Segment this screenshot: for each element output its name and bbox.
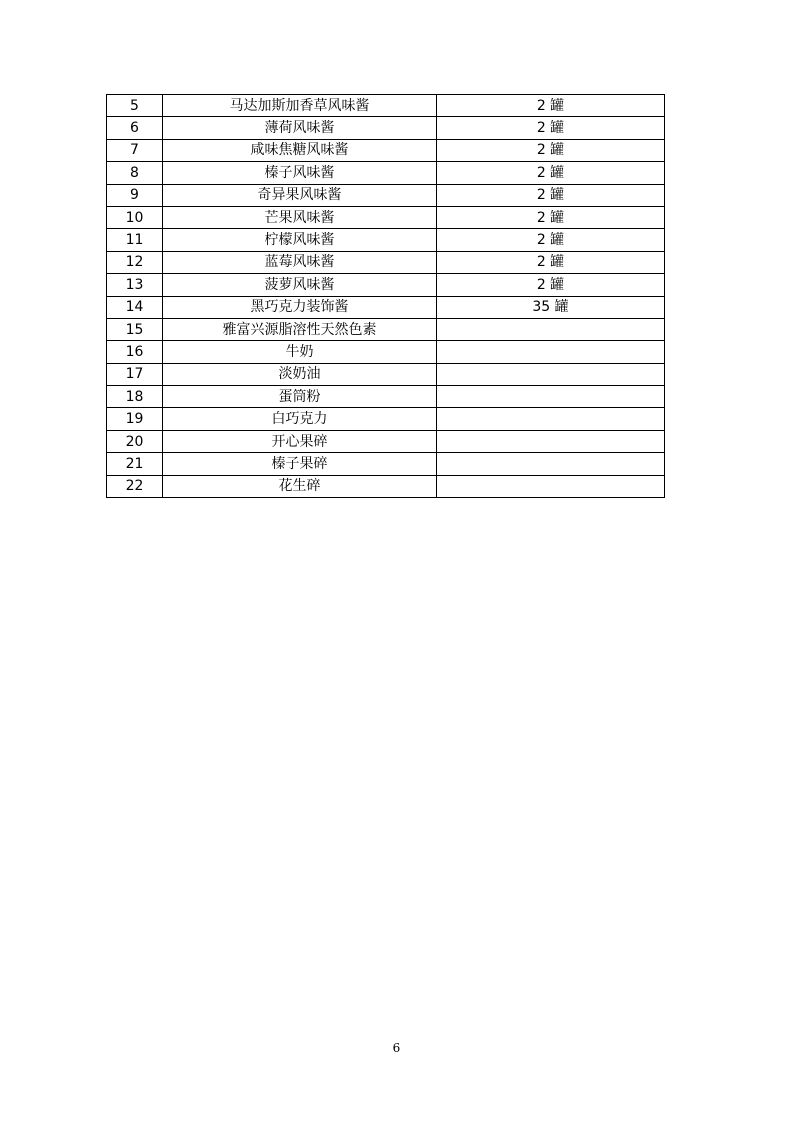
row-number-cell: 15 — [107, 318, 163, 340]
quantity-cell: 2 罐 — [437, 117, 665, 139]
quantity-cell: 2 罐 — [437, 95, 665, 117]
row-number-cell: 9 — [107, 184, 163, 206]
table-row — [107, 296, 665, 318]
item-name-cell: 柠檬风味酱 — [163, 229, 437, 251]
row-number-cell: 20 — [107, 430, 163, 452]
item-name-cell: 花生碎 — [163, 475, 437, 497]
row-number-cell: 21 — [107, 453, 163, 475]
row-number-cell: 13 — [107, 274, 163, 296]
item-name-cell: 咸味焦糖风味酱 — [163, 139, 437, 161]
row-number-cell: 12 — [107, 251, 163, 273]
table-row — [107, 229, 665, 251]
table-row — [107, 139, 665, 161]
quantity-cell — [437, 408, 665, 430]
quantity-cell — [437, 430, 665, 452]
table-row — [107, 408, 665, 430]
row-number-cell: 16 — [107, 341, 163, 363]
quantity-cell: 2 罐 — [437, 139, 665, 161]
table-row — [107, 318, 665, 340]
row-number-cell: 5 — [107, 95, 163, 117]
table-row — [107, 363, 665, 385]
page-number: 6 — [392, 1041, 401, 1055]
row-number-cell: 18 — [107, 386, 163, 408]
quantity-cell — [437, 386, 665, 408]
item-name-cell: 榛子风味酱 — [163, 162, 437, 184]
table-row — [107, 162, 665, 184]
item-name-cell: 开心果碎 — [163, 430, 437, 452]
item-name-cell: 菠萝风味酱 — [163, 274, 437, 296]
table-row — [107, 386, 665, 408]
ingredients-table — [106, 94, 665, 498]
item-name-cell: 薄荷风味酱 — [163, 117, 437, 139]
table-row — [107, 184, 665, 206]
row-number-cell: 7 — [107, 139, 163, 161]
table-row — [107, 251, 665, 273]
table-row — [107, 430, 665, 452]
item-name-cell: 白巧克力 — [163, 408, 437, 430]
item-name-cell: 榛子果碎 — [163, 453, 437, 475]
quantity-cell: 2 罐 — [437, 206, 665, 228]
row-number-cell: 6 — [107, 117, 163, 139]
item-name-cell: 奇异果风味酱 — [163, 184, 437, 206]
row-number-cell: 14 — [107, 296, 163, 318]
table-row — [107, 453, 665, 475]
row-number-cell: 10 — [107, 206, 163, 228]
row-number-cell: 17 — [107, 363, 163, 385]
quantity-cell: 2 罐 — [437, 184, 665, 206]
table-row — [107, 341, 665, 363]
item-name-cell: 黑巧克力装饰酱 — [163, 296, 437, 318]
item-name-cell: 蛋筒粉 — [163, 386, 437, 408]
row-number-cell: 11 — [107, 229, 163, 251]
item-name-cell: 马达加斯加香草风味酱 — [163, 95, 437, 117]
quantity-cell: 35 罐 — [437, 296, 665, 318]
quantity-cell — [437, 363, 665, 385]
table-body — [107, 95, 665, 498]
quantity-cell — [437, 453, 665, 475]
item-name-cell: 蓝莓风味酱 — [163, 251, 437, 273]
row-number-cell: 8 — [107, 162, 163, 184]
quantity-cell: 2 罐 — [437, 274, 665, 296]
row-number-cell: 22 — [107, 475, 163, 497]
quantity-cell: 2 罐 — [437, 229, 665, 251]
table-row — [107, 206, 665, 228]
table-row — [107, 117, 665, 139]
table-row — [107, 95, 665, 117]
item-name-cell: 牛奶 — [163, 341, 437, 363]
quantity-cell — [437, 475, 665, 497]
table-row — [107, 274, 665, 296]
table-row — [107, 475, 665, 497]
quantity-cell: 2 罐 — [437, 162, 665, 184]
item-name-cell: 雅富兴源脂溶性天然色素 — [163, 318, 437, 340]
item-name-cell: 淡奶油 — [163, 363, 437, 385]
quantity-cell — [437, 318, 665, 340]
quantity-cell — [437, 341, 665, 363]
item-name-cell: 芒果风味酱 — [163, 206, 437, 228]
row-number-cell: 19 — [107, 408, 163, 430]
quantity-cell: 2 罐 — [437, 251, 665, 273]
